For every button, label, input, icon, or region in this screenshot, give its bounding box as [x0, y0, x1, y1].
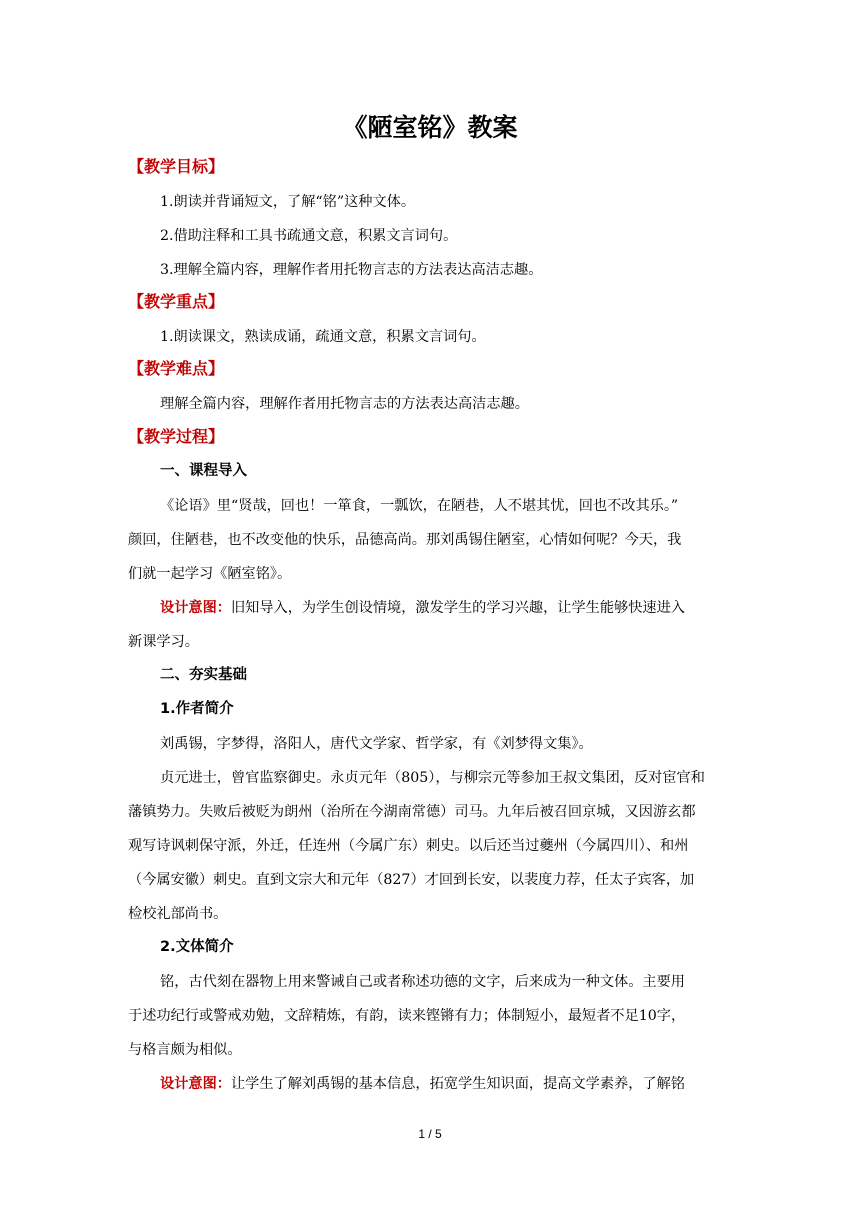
page-number: 1 / 5	[418, 1127, 442, 1141]
key-point: 1.朗读课文，熟读成诵，疏通文意，积累文言词句。	[160, 329, 486, 345]
author-bio-line: 观写诗讽刺保守派，外迁，任连州（今属广东）刺史。以后还当过夔州（今属四川）、和州	[128, 838, 689, 854]
goal-item: 3.理解全篇内容，理解作者用托物言志的方法表达高洁志趣。	[160, 262, 543, 278]
section-heading-key: 【教学重点】	[128, 292, 225, 311]
genre-line: 于述功纪行或警戒劝勉，文辞精炼，有韵，读来铿锵有力；体制短小，最短者不足10字，	[128, 1008, 686, 1024]
intro-paragraph-line: 们就一起学习《陋室铭》。	[128, 566, 292, 582]
author-intro: 刘禹锡，字梦得，洛阳人，唐代文学家、哲学家，有《刘梦得文集》。	[160, 736, 593, 752]
design-intent-line	[160, 1069, 740, 1099]
goal-item: 2.借助注释和工具书疏通文意，积累文言词句。	[160, 228, 458, 244]
document-title: 《陋室铭》教案	[342, 113, 518, 142]
goal-item: 1.朗读并背诵短文，了解“铭”这种文体。	[160, 194, 416, 210]
part1-heading: 一、课程导入	[160, 463, 247, 479]
author-bio-line: 贞元进士，曾官监察御史。永贞元年（805），与柳宗元等参加王叔文集团，反对宦官和	[160, 770, 705, 786]
intro-paragraph-line: 颜回，住陋巷，也不改变他的快乐，品德高尚。那刘禹锡住陋室，心情如何呢？今天，我	[128, 532, 682, 548]
design-intent-line: 新课学习。	[128, 634, 199, 650]
part2-heading: 二、夯实基础	[160, 667, 247, 683]
design-intent-text: 让学生了解刘禹锡的基本信息，拓宽学生知识面，提高文学素养，了解铭	[230, 1076, 685, 1092]
genre-line: 铭，古代刻在器物上用来警诫自己或者称述功德的文字，后来成为一种文体。主要用	[160, 974, 685, 990]
section-heading-difficulty: 【教学难点】	[128, 359, 225, 378]
sub1-heading: 1.作者简介	[160, 701, 234, 717]
author-bio-line: 藩镇势力。失败后被贬为朗州（治所在今湖南常德）司马。九年后被召回京城，又因游玄都	[128, 804, 696, 820]
section-heading-goals: 【教学目标】	[128, 157, 225, 176]
difficulty-point: 理解全篇内容，理解作者用托物言志的方法表达高洁志趣。	[160, 396, 529, 412]
sub2-heading: 2.文体简介	[160, 939, 234, 955]
intro-paragraph-line: 《论语》里“贤哉，回也！一箪食，一瓢饮，在陋巷，人不堪其忧，回也不改其乐。”	[160, 498, 679, 514]
section-heading-process: 【教学过程】	[128, 427, 225, 446]
design-intent-text: 旧知导入，为学生创设情境，激发学生的学习兴趣，让学生能够快速进入	[230, 600, 685, 616]
genre-line: 与格言颇为相似。	[128, 1042, 242, 1058]
author-bio-line: 检校礼部尚书。	[128, 906, 228, 922]
design-intent-label: 设计意图：	[160, 1076, 231, 1092]
design-intent-line	[160, 593, 740, 623]
author-bio-line: （今属安徽）刺史。直到文宗大和元年（827）才回到长安，以裴度力荐，任太子宾客，加	[128, 872, 695, 888]
design-intent-label: 设计意图：	[160, 600, 231, 616]
